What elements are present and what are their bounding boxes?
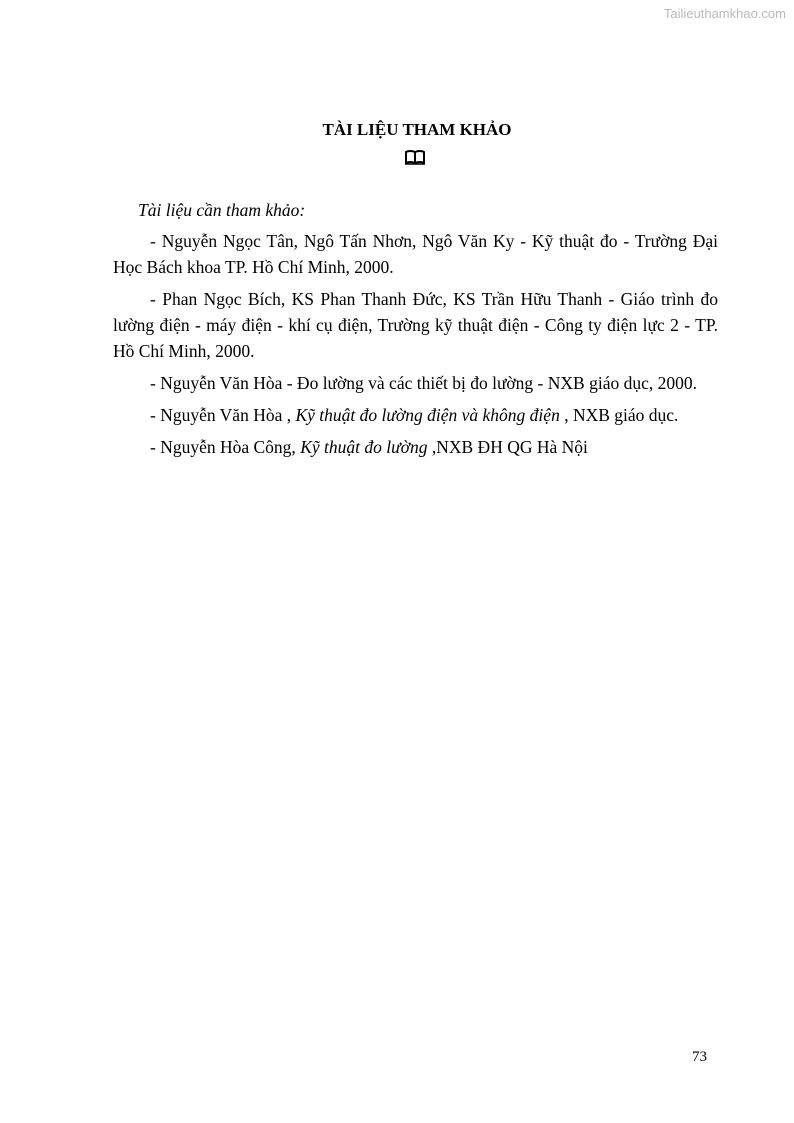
reference-text: - Nguyễn Ngọc Tân, Ngô Tấn Nhơn, Ngô Văn Ky - Kỹ thuật đo - Trường Đại Học Bách khoa TP. Hồ Chí Minh, 2000. [113, 231, 718, 277]
reference-text: - Nguyễn Văn Hòa - Đo lường và các thiết bị đo lường - NXB giáo dục, 2000. [150, 373, 697, 393]
reference-text: - Nguyễn Hòa Công, [150, 437, 301, 457]
reference-item [113, 370, 718, 396]
page-title: TÀI LIỆU THAM KHẢO [322, 120, 512, 139]
reference-list [113, 228, 718, 466]
open-book-icon [405, 150, 425, 165]
reference-publisher: ,NXB ĐH QG Hà Nội [427, 437, 588, 457]
reference-title: Kỹ thuật đo lường điện và không điện [295, 405, 560, 425]
intro-text: Tài liệu cần tham khảo: [138, 200, 306, 220]
reference-text: - Phan Ngọc Bích, KS Phan Thanh Đức, KS Trần Hữu Thanh - Giáo trình đo lường điện - máy điện - khí cụ điện, Trường kỹ thuật điện - Công ty điện lực 2 - TP. Hồ Chí Minh, 2000. [113, 289, 718, 361]
reference-publisher: , NXB giáo dục. [559, 405, 679, 425]
reference-text: - Nguyễn Văn Hòa , [150, 405, 296, 425]
reference-item [113, 434, 718, 460]
reference-item [113, 402, 718, 428]
page-number: 73 [692, 1049, 707, 1065]
reference-item [113, 286, 718, 364]
watermark: Tailieuthamkhao.com [663, 6, 786, 21]
reference-item [113, 228, 718, 280]
reference-title: Kỹ thuật đo lường [300, 437, 428, 457]
